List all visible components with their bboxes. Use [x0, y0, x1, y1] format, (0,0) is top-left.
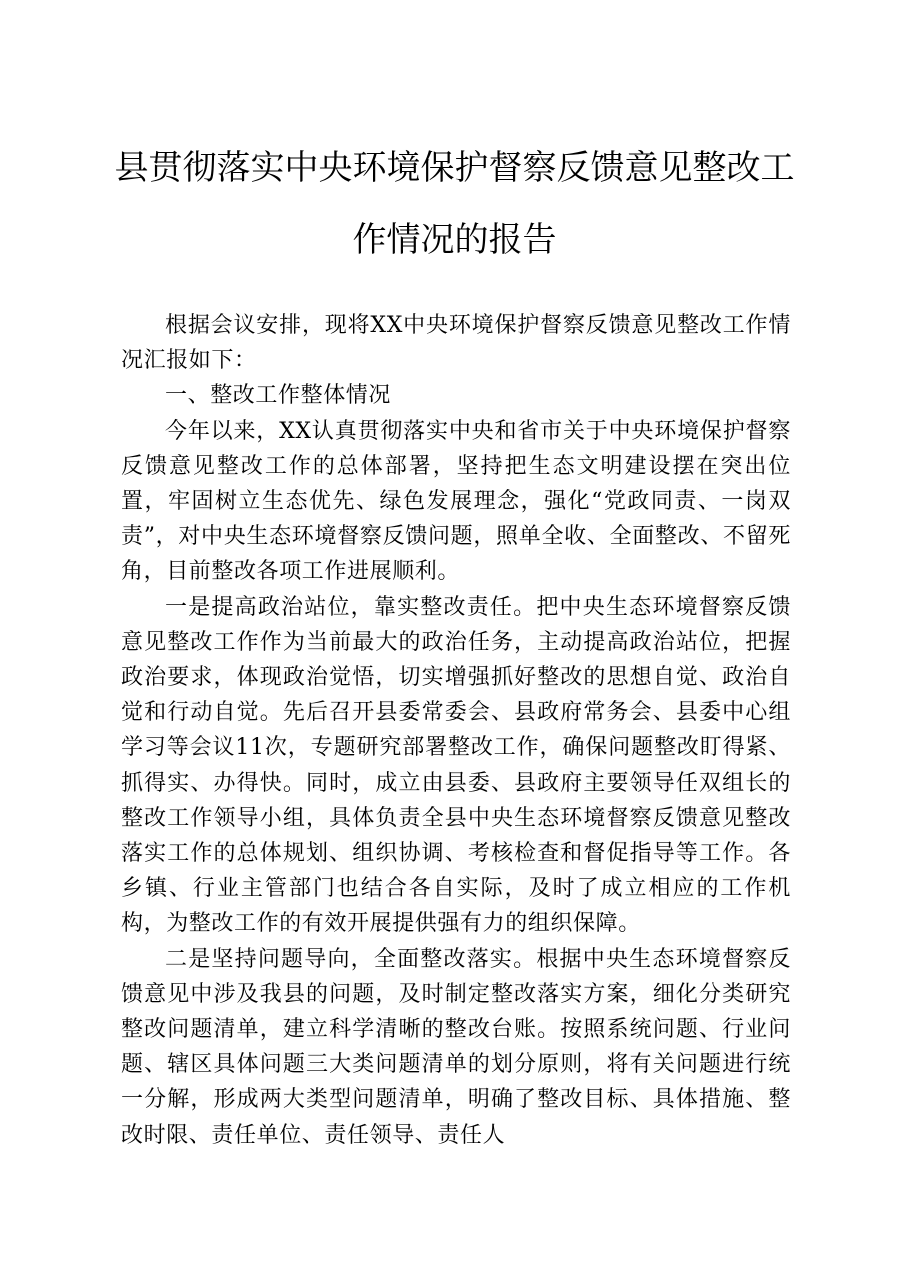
section-heading: 一、整改工作整体情况	[165, 383, 392, 409]
paragraph-political-stance: 一是提高政治站位，靠实整改责任。把中央生态环境督察反馈意见整改工作作为当前最大的政治任务，主动提高政治站位，把握政治要求，体现政治觉悟，切实增强抓好整改的思想自觉、政治自觉和行动自觉。先后召开县委常委会、县政府常务会、县委中心组学习等会议11次，专题研究部署整改工作，确保问题整改盯得紧、抓得实、办得快。同时，成立由县委、县政府主要领导任双组长的整改工作领导小组，具体负责全县中央生态环境督察反馈意见整改落实工作的总体规划、组织协调、考核检查和督促指导等工作。各乡镇、行业主管部门也结合各自实际，及时了成立相应的工作机构，为整改工作的有效开展提供强有力的组织保障。	[121, 594, 791, 937]
document-title	[100, 132, 809, 276]
paragraph-overview: 今年以来，XX认真贯彻落实中央和省市关于中央环境保护督察反馈意见整改工作的总体部署，坚持把生态文明建设摆在突出位置，牢固树立生态优先、绿色发展理念，强化“党政同责、一岗双责”，对中央生态环境督察反馈问题，照单全收、全面整改、不留死角，目前整改各项工作进展顺利。	[121, 418, 791, 585]
intro-paragraph: 根据会议安排，现将XX中央环境保护督察反馈意见整改工作情况汇报如下：	[121, 313, 791, 374]
title-line-2: 作情况的报告	[352, 220, 557, 260]
document-body	[121, 308, 791, 1153]
paragraph-problem-oriented: 二是坚持问题导向，全面整改落实。根据中央生态环境督察反馈意见中涉及我县的问题，及时制定整改落实方案，细化分类研究整改问题清单，建立科学清晰的整改台账。按照系统问题、行业问题、辖区具体问题三大类问题清单的划分原则，将有关问题进行统一分解，形成两大类型问题清单，明确了整改目标、具体措施、整改时限、责任单位、责任领导、责任人	[121, 946, 791, 1148]
title-line-1: 县贯彻落实中央环境保护督察反馈意见整改工	[114, 148, 795, 188]
